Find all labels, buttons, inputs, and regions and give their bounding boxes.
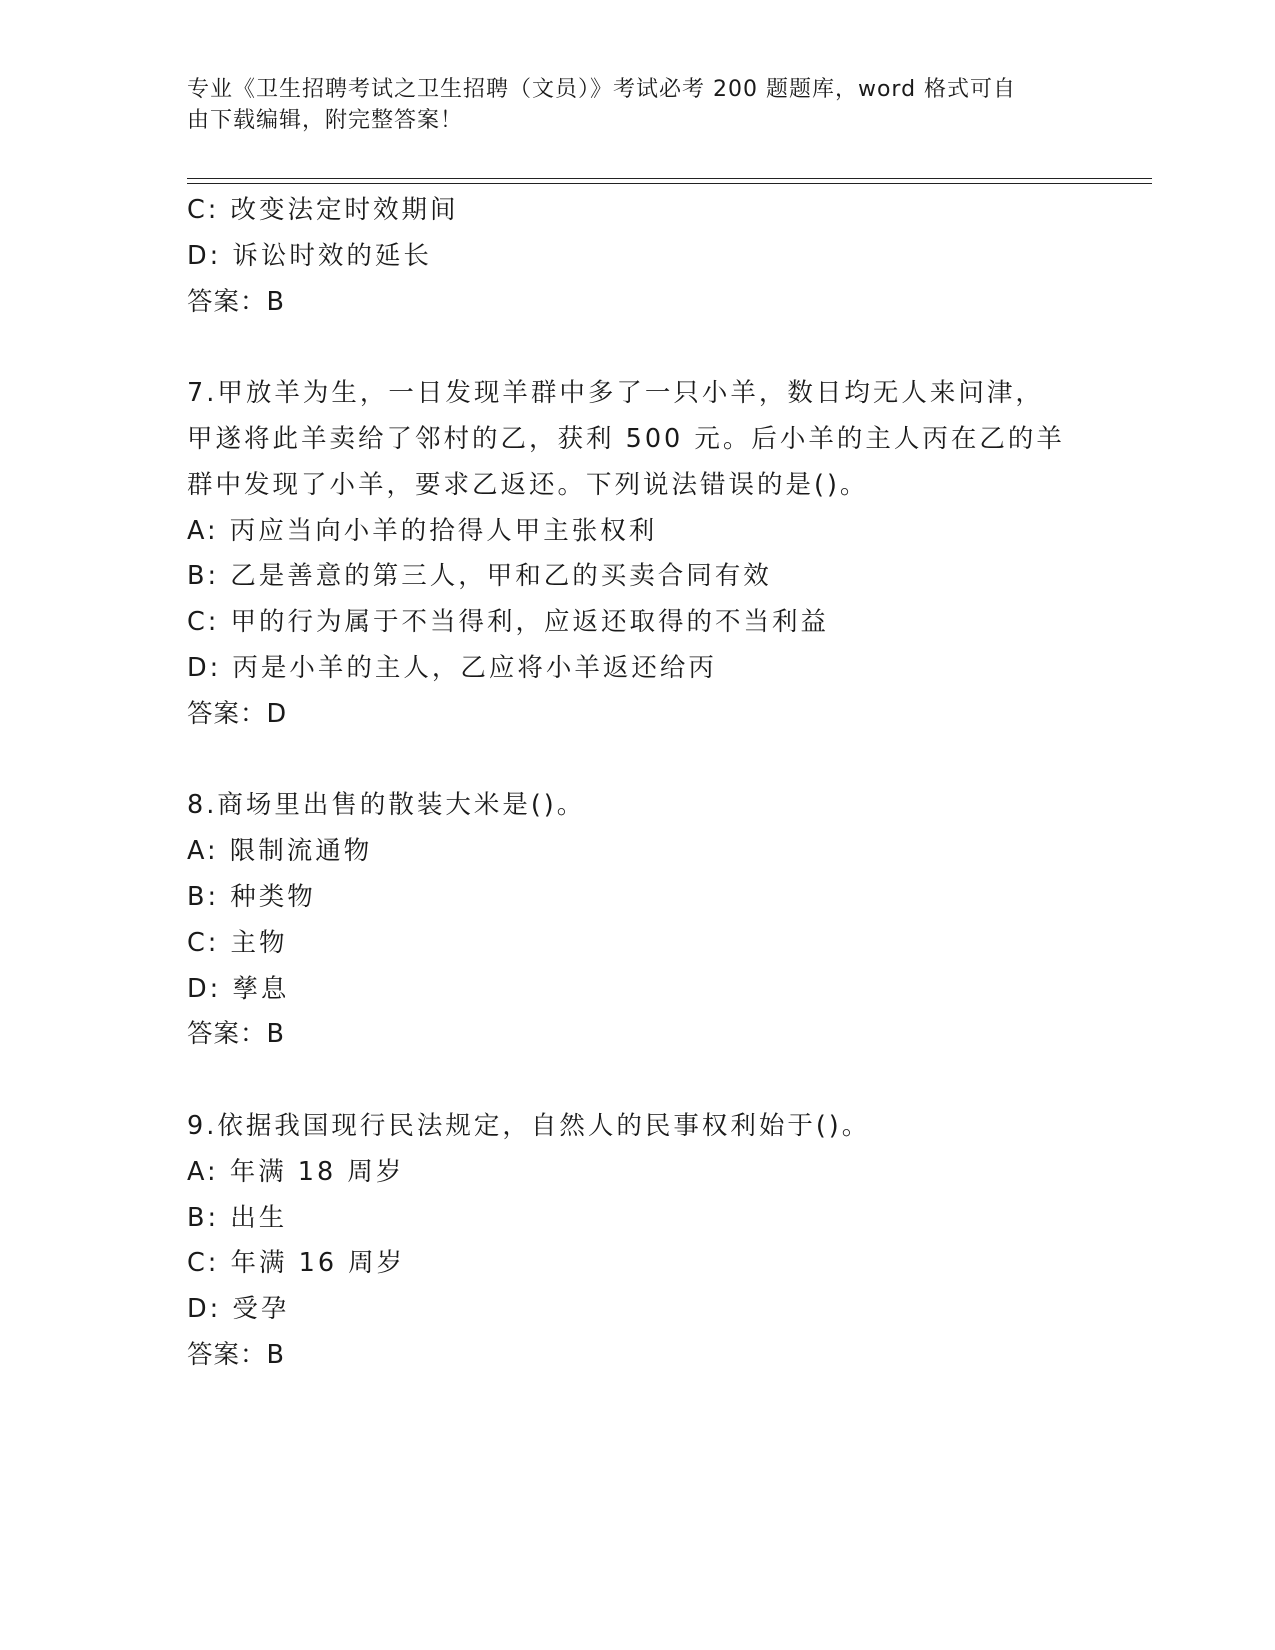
answer-line: 答案：B xyxy=(187,1019,285,1050)
question-text-line: 9.依据我国现行民法规定，自然人的民事权利始于()。 xyxy=(187,1110,871,1141)
option-b: B: 出生 xyxy=(187,1202,288,1233)
question-6-block xyxy=(187,188,1152,325)
question-9-block xyxy=(187,1104,1152,1379)
header-rule-bottom xyxy=(187,183,1152,184)
question-7-block xyxy=(187,371,1152,737)
option-b: B: 乙是善意的第三人，甲和乙的买卖合同有效 xyxy=(187,561,772,592)
answer-line: 答案：B xyxy=(187,286,285,317)
question-text-line: 甲遂将此羊卖给了邻村的乙，获利 500 元。后小羊的主人丙在乙的羊 xyxy=(187,423,1065,454)
header-rule-top xyxy=(187,178,1152,179)
document-header xyxy=(187,74,1087,136)
option-d: D: 孳息 xyxy=(187,973,290,1004)
option-c: C: 年满 16 周岁 xyxy=(187,1248,406,1279)
question-text-line: 7.甲放羊为生，一日发现羊群中多了一只小羊，数日均无人来问津， xyxy=(187,378,1044,409)
option-b: B: 种类物 xyxy=(187,881,316,912)
question-text-line: 8.商场里出售的散装大米是()。 xyxy=(187,790,586,821)
spacer xyxy=(187,325,1152,371)
option-c: C: 主物 xyxy=(187,927,288,958)
option-c: C: 甲的行为属于不当得利，应返还取得的不当利益 xyxy=(187,607,830,638)
option-d: D: 受孕 xyxy=(187,1294,290,1325)
header-line-2: 由下载编辑，附完整答案！ xyxy=(187,108,464,133)
option-a: A: 年满 18 周岁 xyxy=(187,1156,405,1187)
spacer xyxy=(187,738,1152,784)
option-a: A: 限制流通物 xyxy=(187,836,373,867)
answer-line: 答案：D xyxy=(187,698,288,729)
header-line-1: 专业《卫生招聘考试之卫生招聘（文员）》考试必考 200 题题库，word 格式可自 xyxy=(187,77,1017,102)
option-a: A: 丙应当向小羊的拾得人甲主张权利 xyxy=(187,515,658,546)
spacer xyxy=(187,1058,1152,1104)
option-d: D: 诉讼时效的延长 xyxy=(187,240,432,271)
question-list xyxy=(187,188,1152,1379)
question-text-line: 群中发现了小羊，要求乙返还。下列说法错误的是()。 xyxy=(187,469,869,500)
option-c: C: 改变法定时效期间 xyxy=(187,195,459,225)
answer-line: 答案：B xyxy=(187,1339,285,1370)
question-8-block xyxy=(187,783,1152,1058)
option-d: D: 丙是小羊的主人，乙应将小羊返还给丙 xyxy=(187,652,717,683)
